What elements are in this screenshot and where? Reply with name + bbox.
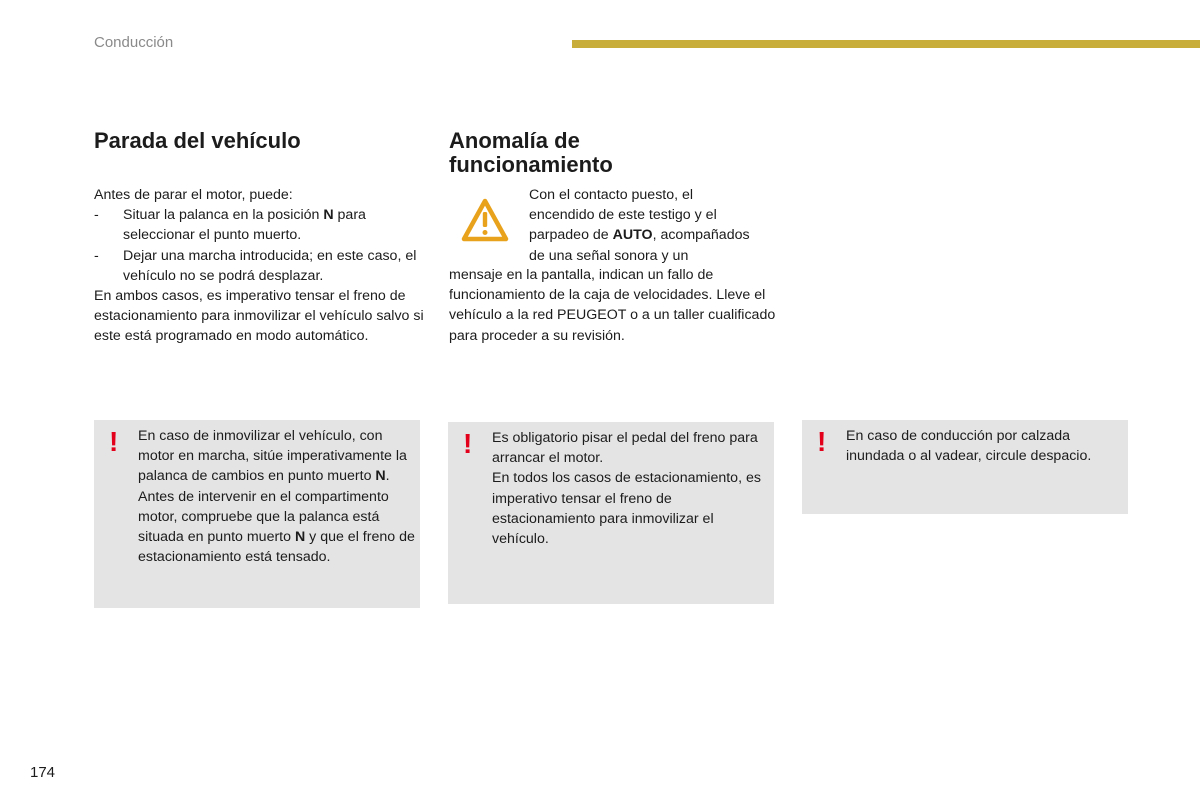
anomalia-title-line-2: funcionamiento: [449, 152, 613, 177]
parada-intro: Antes de parar el motor, puede:: [94, 187, 293, 203]
bullet-1-bold: N: [323, 207, 334, 224]
section-title: Conducción: [94, 34, 174, 51]
bullet-1-text-after: para seleccionar el punto muerto.: [123, 207, 366, 244]
page-number: 174: [30, 764, 56, 781]
anomalia-line-4: de una señal sonora y un: [529, 247, 689, 264]
anomalia-title-line-1: Anomalía de: [449, 128, 580, 153]
parada-heading: [94, 129, 301, 153]
anomalia-line-1: Con el contacto puesto, el: [529, 187, 694, 203]
parada-bullet-1: [94, 205, 424, 245]
header-accent-bar: [572, 40, 1200, 48]
bullet-dash: -: [94, 207, 99, 224]
note-3-text: [846, 426, 1126, 466]
note-2-paragraph-1: Es obligatorio pisar el pedal del freno para arrancar el motor.: [492, 430, 758, 467]
parada-outro: En ambos casos, es imperativo tensar el freno de estacionamiento para inmovilizar el vehículo salvo si este está programado en modo automático.: [94, 288, 424, 345]
anomalia-heading: [449, 129, 613, 177]
note-1-p1-bold: N: [375, 468, 386, 485]
parada-bullet-2: [94, 246, 424, 286]
note-box-3: [802, 420, 1128, 514]
note-1-p2-bold: N: [294, 529, 306, 546]
note-1-paragraph-2: [138, 487, 418, 568]
note-1-paragraph-1: [138, 426, 418, 487]
parada-title: Parada del vehículo: [94, 128, 301, 153]
anomalia-line-3-before: parpadeo de: [529, 227, 613, 244]
note-3-paragraph-1: En caso de conducción por calzada inundada o al vadear, circule despacio.: [846, 428, 1092, 465]
note-1-p1-end: .: [385, 468, 390, 485]
note-2-text: [492, 428, 772, 549]
anomalia-line-2: encendido de este testigo y el: [529, 207, 717, 224]
note-2-paragraph-2: En todos los casos de estacionamiento, es imperativo tensar el freno de estacionamiento para inmovilizar el vehículo.: [492, 470, 761, 548]
parada-body: [94, 185, 424, 347]
anomalia-line-3-after: , acompañados: [652, 227, 750, 244]
note-1-text: [138, 426, 418, 567]
note-box-1: [94, 420, 420, 608]
bullet-2-text: Dejar una marcha introducida; en este caso, el vehículo no se podrá desplazar.: [123, 247, 417, 284]
note-1-p2-end: y que el freno de estacionamiento está tensado.: [138, 529, 415, 566]
anomalia-intro: [529, 185, 779, 266]
note-box-2: [448, 422, 774, 604]
anomalia-auto-label: AUTO: [612, 227, 653, 244]
anomalia-body: mensaje en la pantalla, indican un fallo de funcionamiento de la caja de velocidades. Lleve el vehículo a la red PEUGEOT o a un taller cualificado para proceder a su revisión.: [449, 267, 776, 344]
exclamation-icon: !: [109, 426, 119, 457]
note-1-p2-text: Antes de intervenir en el compartimento motor, compruebe que la palanca está situada en punto muerto: [138, 488, 389, 546]
exclamation-icon: !: [817, 426, 827, 457]
anomalia-line-3: [529, 225, 779, 245]
note-1-p1-text: En caso de inmovilizar el vehículo, con motor en marcha, sitúe imperativamente la palanca de cambios en punto muerto: [138, 428, 407, 485]
exclamation-icon: !: [463, 428, 473, 459]
bullet-1-text-before: Situar la palanca en la posición: [123, 207, 324, 224]
warning-triangle-icon: [460, 197, 510, 243]
bullet-dash: -: [94, 247, 99, 264]
